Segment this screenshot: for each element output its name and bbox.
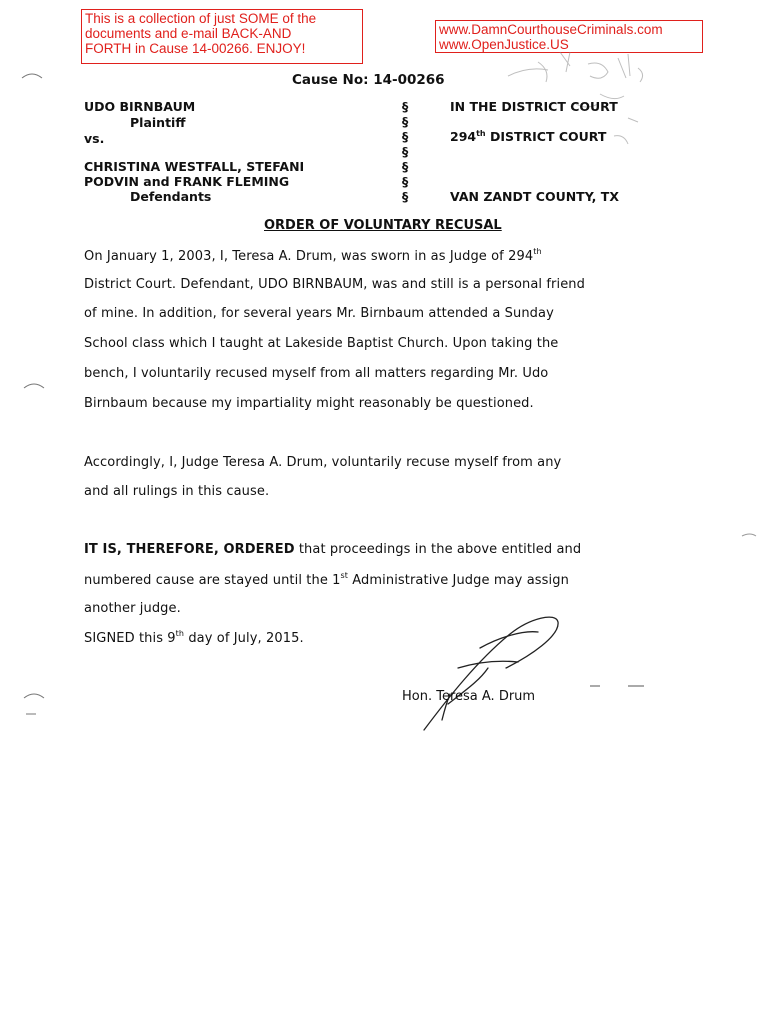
- ordinal-suffix: th: [175, 629, 185, 638]
- handwritten-signature-icon: [418, 608, 568, 738]
- defendants-line-1: CHRISTINA WESTFALL, STEFANI: [84, 159, 305, 174]
- county-name: VAN ZANDT COUNTY, TX: [450, 189, 619, 204]
- signed-date-line: [84, 629, 304, 646]
- defendants-role: Defendants: [130, 189, 212, 204]
- section-symbol: §: [402, 159, 409, 174]
- body-line: and all rulings in this cause.: [84, 484, 270, 499]
- scan-mark-icon: [20, 70, 44, 82]
- section-symbol: §: [402, 174, 409, 189]
- court-district-label: DISTRICT COURT: [485, 129, 607, 145]
- body-text: that proceedings in the above entitled and: [294, 542, 582, 557]
- section-symbol: §: [402, 144, 409, 159]
- ordinal-suffix: th: [533, 247, 542, 256]
- body-line: [84, 542, 581, 557]
- section-symbol: §: [402, 99, 409, 114]
- body-line: of mine. In addition, for several years Mr. Birnbaum attended a Sunday: [84, 306, 554, 321]
- signature-name: Hon. Teresa A. Drum: [402, 689, 536, 704]
- header-note-left-line-1: This is a collection of just SOME of the: [85, 11, 317, 26]
- header-note-left-line-3: FORTH in Cause 14-00266. ENJOY!: [85, 41, 306, 56]
- court-district-number: 294: [450, 129, 477, 145]
- plaintiff-role: Plaintiff: [130, 115, 186, 130]
- scan-mark-icon: [588, 682, 648, 690]
- defendants-line-2: PODVIN and FRANK FLEMING: [84, 174, 290, 189]
- court-district: [450, 129, 606, 144]
- header-note-url-2[interactable]: www.OpenJustice.US: [439, 37, 569, 52]
- ordinal-suffix: st: [340, 571, 349, 580]
- header-note-left: [81, 9, 363, 64]
- body-line: District Court. Defendant, UDO BIRNBAUM, was and still is a personal friend: [84, 277, 585, 292]
- section-symbol: §: [402, 189, 409, 204]
- body-text: Administrative Judge may assign: [348, 573, 569, 588]
- body-line: [84, 571, 569, 588]
- body-text: SIGNED this 9: [84, 631, 176, 646]
- versus-label: vs.: [84, 131, 105, 146]
- court-name: IN THE DISTRICT COURT: [450, 99, 618, 114]
- body-line: Birnbaum because my impartiality might reasonably be questioned.: [84, 396, 534, 411]
- scan-mark-icon: [740, 530, 760, 540]
- court-district-ordinal: th: [476, 129, 486, 138]
- body-line: [84, 247, 542, 264]
- body-text: day of July, 2015.: [184, 631, 304, 646]
- cause-number: Cause No: 14-00266: [292, 72, 445, 88]
- order-title: ORDER OF VOLUNTARY RECUSAL: [264, 218, 502, 233]
- body-text: numbered cause are stayed until the 1: [84, 573, 341, 588]
- body-text: On January 1, 2003, I, Teresa A. Drum, was sworn in as Judge of 294: [84, 249, 534, 264]
- header-note-url-1[interactable]: www.DamnCourthouseCriminals.com: [439, 22, 663, 37]
- header-note-left-line-2: documents and e-mail BACK-AND: [85, 26, 292, 41]
- body-line: Accordingly, I, Judge Teresa A. Drum, voluntarily recuse myself from any: [84, 455, 562, 470]
- scan-mark-icon: [22, 690, 46, 720]
- section-symbol: §: [402, 114, 409, 129]
- body-line: bench, I voluntarily recused myself from all matters regarding Mr. Udo: [84, 366, 549, 381]
- body-line: another judge.: [84, 601, 181, 616]
- section-symbol: §: [402, 129, 409, 144]
- order-clause: IT IS, THEREFORE, ORDERED: [84, 542, 295, 557]
- body-line: School class which I taught at Lakeside Baptist Church. Upon taking the: [84, 336, 559, 351]
- plaintiff-name: UDO BIRNBAUM: [84, 99, 196, 114]
- scan-mark-icon: [22, 380, 46, 392]
